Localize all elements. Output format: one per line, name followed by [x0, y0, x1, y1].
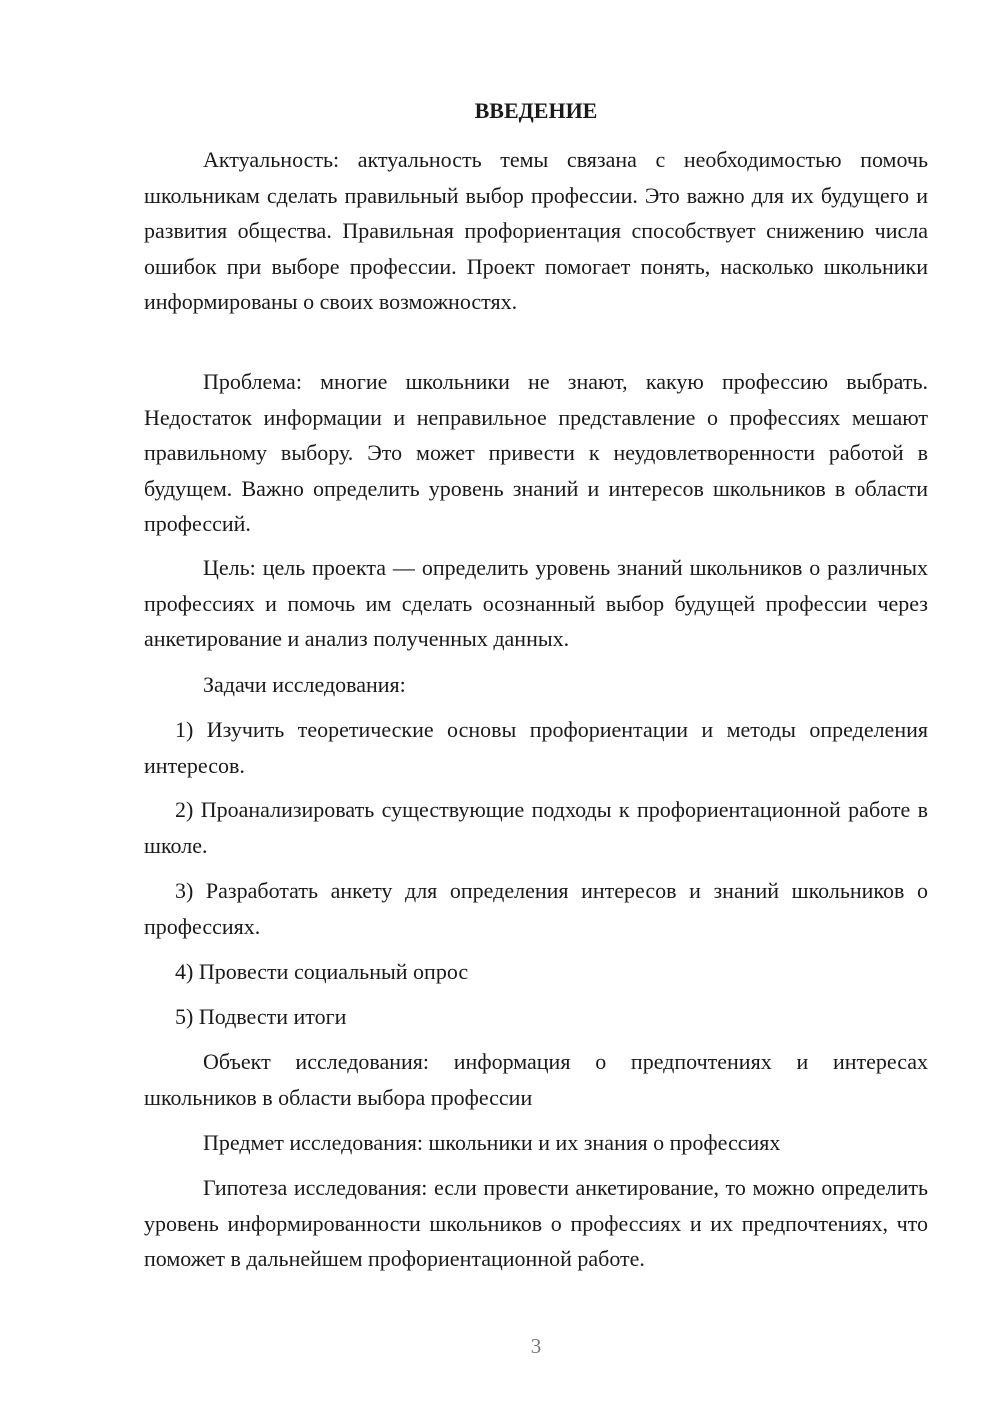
task-item-5: 5) Подвести итоги	[175, 1004, 347, 1029]
tasks-heading-paragraph: Задачи исследования:	[203, 672, 406, 697]
task-item-2: 2) Проанализировать существующие подходы к профориентационной работе в школе.	[144, 797, 928, 858]
subject-paragraph: Предмет исследования: школьники и их знания о профессиях	[203, 1130, 781, 1155]
task-item-4: 4) Провести социальный опрос	[175, 959, 469, 984]
hypothesis-paragraph: Гипотеза исследования: если провести анкетирование, то можно определить уровень информированности школьников о профессиях и их предпочтениях, что поможет в дальнейшем профориентационной работе.	[144, 1175, 928, 1271]
relevance-paragraph: Актуальность: актуальность темы связана с необходимостью помочь школьникам сделать правильный выбор профессии. Это важно для их будущего и развития общества. Правильная профориентация способствует снижению числа ошибок при выборе профессии. Проект помогает понять, насколько школьники информированы о своих возможностях.	[144, 147, 928, 314]
task-item-3: 3) Разработать анкету для определения интересов и знаний школьников о профессиях.	[144, 878, 928, 939]
page-number: 3	[530, 1334, 542, 1358]
object-paragraph: Объект исследования: информация о предпочтениях и интересах школьников в области выбора профессии	[144, 1049, 928, 1110]
problem-paragraph: Проблема: многие школьники не знают, какую профессию выбрать. Недостаток информации и неправильное представление о профессиях мешают правильному выбору. Это может привести к неудовлетворенности работой в будущем. Важно определить уровень знаний и интересов школьников в области профессий.	[144, 369, 928, 536]
task-item-1: 1) Изучить теоретические основы профориентации и методы определения интересов.	[144, 717, 928, 778]
section-heading: ВВЕДЕНИЕ	[474, 98, 598, 123]
goal-paragraph: Цель: цель проекта — определить уровень знаний школьников о различных профессиях и помочь им сделать осознанный выбор будущей профессии через анкетирование и анализ полученных данных.	[144, 555, 928, 651]
